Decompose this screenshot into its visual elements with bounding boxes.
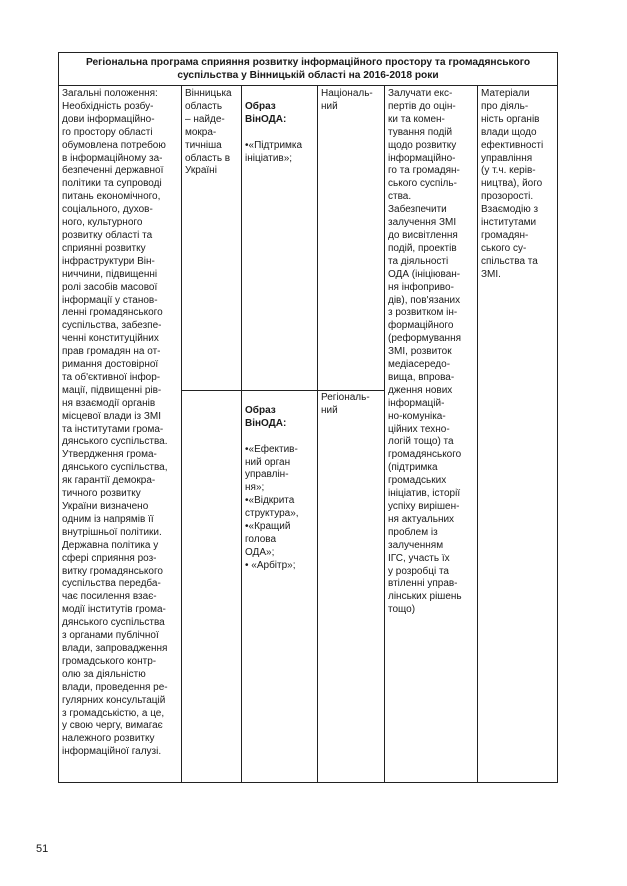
image-title-2: Образ ВінОДА: <box>245 404 287 429</box>
program-table <box>58 52 558 783</box>
table-title: Регіональна програма сприяння розвитку інформаційного простору та громадянського суспільства у Вінницькій області на 2016-2018 роки <box>59 53 557 86</box>
general-provisions-cell: Загальні положення: Необхідність розбу- дови інформаційно- го простору області обумовлена потребою в інформаційному за- безпеченні державної політики та супроводі питань економічного, соціального, духов- ного, культурного розвитку області та сприянні розвитку інфраструктури Він- ниччини, підвищенні ролі засобів масової інформації у станов- ленні громадянського суспільства, забезпе- ченні конституційних прав громадян на от- римання достовірної та об'єктивної інфор- мації, підвищенні рів- ня взаємодії органів місцевої влади із ЗМІ та інститутами грома- дянського суспільства. Утвердження грома- дянського суспільства, як гарантії демокра- тичного розвитку України визначено одним із напрямів її внутрішньої політики. Державна політика у сфері сприяння роз- витку громадянського суспільства передба- чає посилення взає- модії інститутів грома- дянського суспільства з органами публічної влади, запровадження громадського контр- олю за діяльністю влади, проведення ре- гулярних консультацій з громадськістю, а це, у свою чергу, вимагає належного розвитку інформаційної галузі. <box>62 88 168 758</box>
actions-cell: Залучати екс- пертів до оцін- ки та комен- тування подій щодо розвитку інформаційно- го та громадян- ського суспіль- ства. Забезпечити залучення ЗМІ до висвітлення подій, проектів та діяльності ОДА (ініціюван- ня інфоприво- дів), пов'язаних з розвитком ін- формаційного (реформування ЗМІ, розвиток медіасередо- вища, впрова- дження нових інформацій- но-комуніка- ційних техно- логій тощо) та громадянського (підтримка громадських ініціатив, історії успіху вирішен- ня актуальних проблем із залученням ІГС, участь їх у розробці та втіленні управ- лінських рішень тощо) <box>388 88 462 616</box>
materials-cell: Матеріали про діяль- ність органів влади щодо ефективності управління (у т.ч. керів- ництва), його прозорості. Взаємодію з інститутами громадян- ського су- спільства та ЗМІ. <box>481 88 544 280</box>
image-cell-1 <box>242 87 317 390</box>
image-cell-2 <box>242 391 317 782</box>
image-body-1: •«Підтримка ініціатив»; <box>245 139 303 164</box>
page-number: 51 <box>36 843 49 855</box>
level-regional-cell: Регіональ- ний <box>321 392 370 416</box>
image-title-1: Образ ВінОДА: <box>245 100 287 125</box>
level-national-cell: Національ- ний <box>321 88 373 112</box>
image-body-2: •«Ефектив- ний орган управлін- ня»; •«Відкрита структура», •«Кращий голова ОДА»; • «Арбітр»; <box>245 443 299 571</box>
region-vision-cell: Вінницька область – найде- мокра- тичніша область в Україні <box>185 88 232 177</box>
